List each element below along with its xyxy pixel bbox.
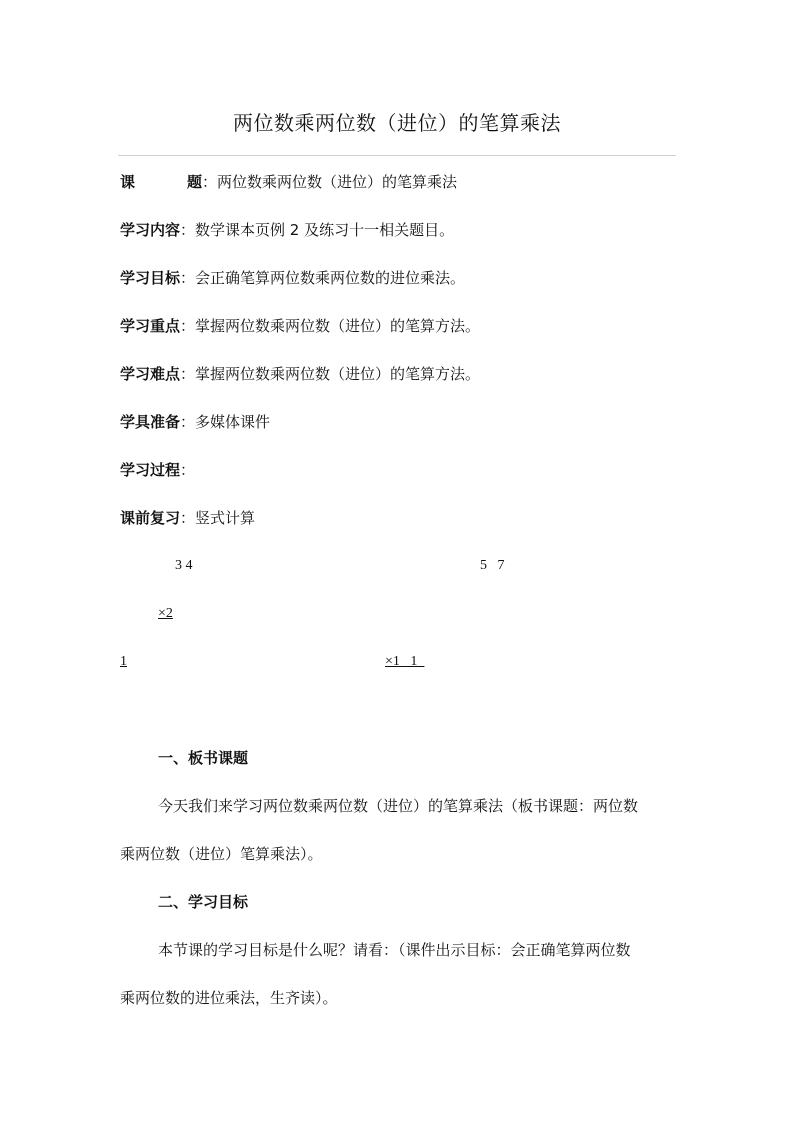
calc-left-multiplier-tail: 1 xyxy=(120,654,127,669)
field-difficulty-sep: ： xyxy=(180,365,196,383)
field-topic-sep: ： xyxy=(202,173,218,191)
calc-left-top: 3 4 xyxy=(175,558,193,573)
title-divider xyxy=(118,155,676,156)
field-key-point-label: 学习重点 xyxy=(120,317,181,335)
section-2-line-2: 乘两位数的进位乘法，生齐读）。 xyxy=(120,989,338,1007)
field-topic xyxy=(120,172,457,192)
field-topic-label-b: 题 xyxy=(187,173,203,191)
field-review-value: 竖式计算 xyxy=(195,509,256,527)
calc-left-multiplier: ×2 xyxy=(158,606,173,621)
section-2-line-1: 本节课的学习目标是什么呢？请看：（课件出示目标：会正确笔算两位数 xyxy=(158,941,631,959)
field-topic-label-a: 课 xyxy=(120,173,136,191)
field-difficulty-value: 掌握两位数乘两位数（进位）的笔算方法。 xyxy=(195,365,481,383)
field-materials xyxy=(120,412,270,432)
field-materials-value: 多媒体课件 xyxy=(195,413,271,431)
section-1-line-1: 今天我们来学习两位数乘两位数（进位）的笔算乘法（板书课题：两位数 xyxy=(158,797,639,815)
field-content-sep: ： xyxy=(180,221,196,239)
field-review-label: 课前复习 xyxy=(120,509,181,527)
field-key-point-sep: ： xyxy=(180,317,196,335)
calc-right-top: 5 7 xyxy=(480,558,505,573)
calc-right-multiplier: ×1 1 xyxy=(385,654,425,669)
field-review-sep: ： xyxy=(180,509,196,527)
field-difficulty xyxy=(120,364,480,384)
field-objective-label: 学习目标 xyxy=(120,269,181,287)
field-content-value: 数学课本页例 2 及练习十一相关题目。 xyxy=(195,221,455,239)
document-title: 两位数乘两位数（进位）的笔算乘法 xyxy=(233,111,561,135)
field-content xyxy=(120,220,454,240)
field-objective xyxy=(120,268,465,288)
field-materials-label: 学具准备 xyxy=(120,413,181,431)
field-process-label: 学习过程 xyxy=(120,461,181,479)
field-topic-value: 两位数乘两位数（进位）的笔算乘法 xyxy=(217,173,458,191)
section-paragraph-1 xyxy=(120,796,676,864)
field-key-point xyxy=(120,316,480,336)
field-materials-sep: ： xyxy=(180,413,196,431)
field-objective-value: 会正确笔算两位数乘两位数的进位乘法。 xyxy=(195,269,466,287)
field-content-label: 学习内容 xyxy=(120,221,181,239)
field-difficulty-label: 学习难点 xyxy=(120,365,181,383)
section-paragraph-2 xyxy=(120,940,676,1008)
section-heading-2: 二、学习目标 xyxy=(158,893,249,911)
section-1-line-2: 乘两位数（进位）笔算乘法）。 xyxy=(120,845,323,863)
field-review xyxy=(120,508,255,528)
section-heading-1: 一、板书课题 xyxy=(158,749,249,767)
field-key-point-value: 掌握两位数乘两位数（进位）的笔算方法。 xyxy=(195,317,481,335)
field-objective-sep: ： xyxy=(180,269,196,287)
field-process-sep: ： xyxy=(180,461,196,479)
field-process xyxy=(120,460,195,480)
